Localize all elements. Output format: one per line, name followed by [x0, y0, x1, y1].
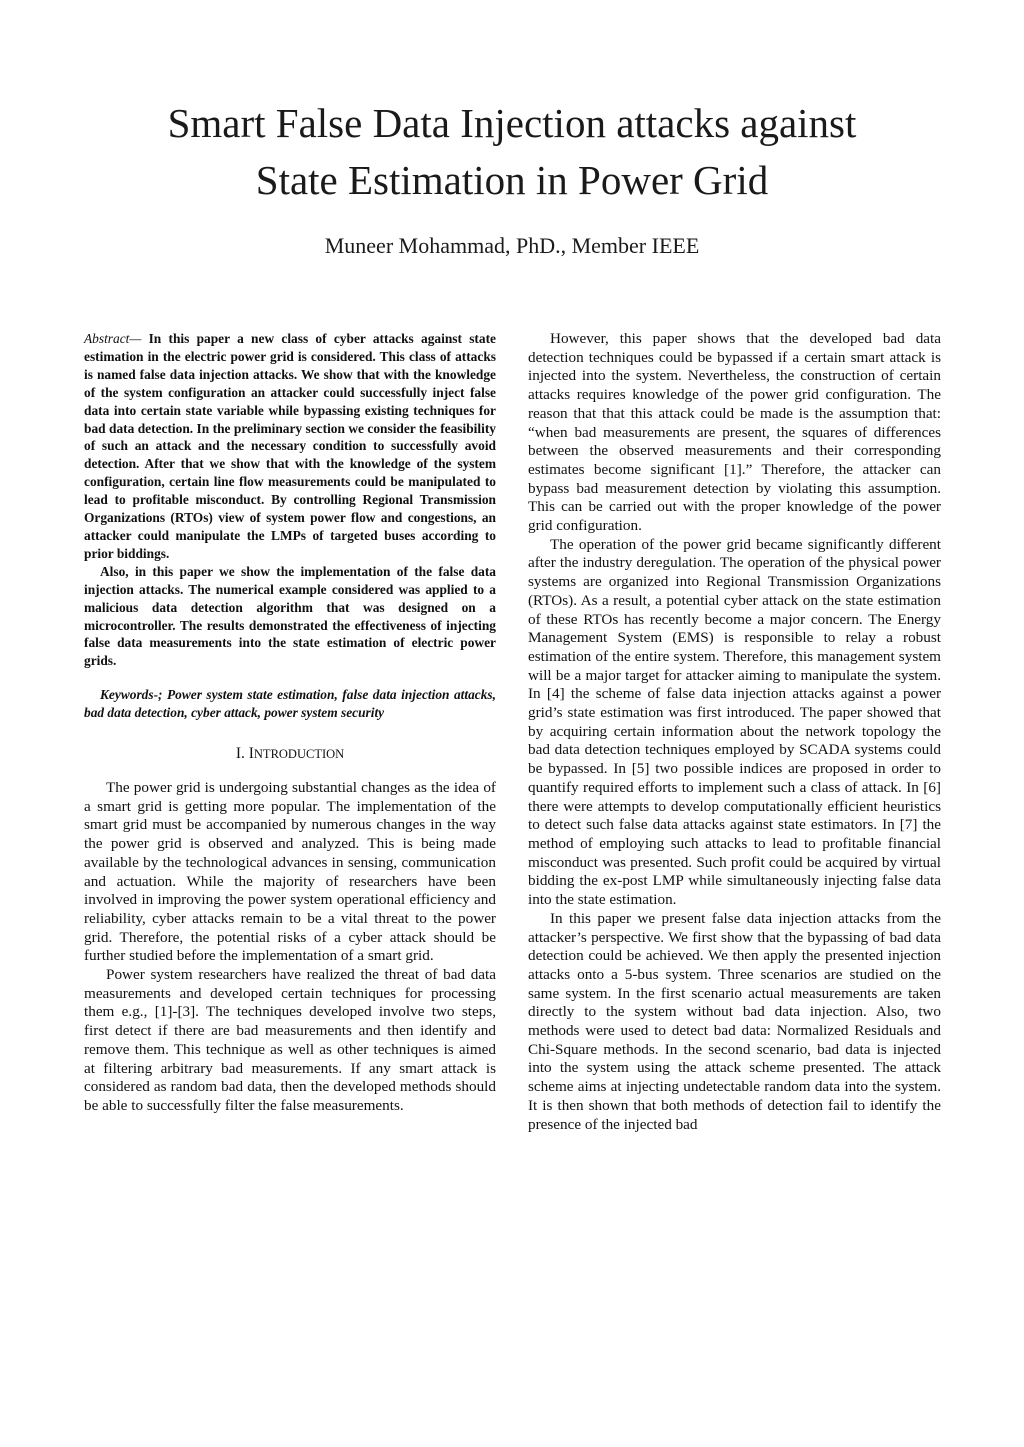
abstract: [84, 330, 496, 563]
title-line-1: Smart False Data Injection attacks against: [167, 100, 857, 146]
right-column: [528, 330, 941, 1134]
intro-paragraph-1: The power grid is undergoing substantial changes as the idea of a smart grid is getting more popular. The implementation of the smart grid must be accompanied by numerous changes in the way the power grid is observed and analyzed. This is being made available by the technological advances in sensing, communication and actuation. While the majority of researchers have been involved in improving the power system operational efficiency and reliability, cyber attacks remain to be a vital threat to the power grid. Therefore, the potential risks of a cyber attack should be further studied before the implementation of a smart grid.: [84, 779, 496, 965]
right-paragraph-2: The operation of the power grid became significantly different after the industry deregulation. The operation of the physical power systems are organized into Regional Transmission Organizations (RTOs). As a result, a potential cyber attack on the state estimation of these RTOs has recently become a major concern. The Energy Management System (EMS) is responsible to relay a robust estimation of the entire system. Therefore, this management system will be a major target for attacker aiming to manipulate the system. In [4] the scheme of false data injection attacks against a power grid’s state estimation was first introduced. The paper showed that by acquiring certain information about the network topology the bad data detection techniques employed by SCADA systems could be bypassed. In [5] two possible indices are proposed in order to quantify required efforts to implement such a class of attack. In [6] there were attempts to develop computationally efficient heuristics to detect such false data attacks against state estimators. In [7] the method of employing such attacks to lead to profitable financial misconduct was presented. Such profit could be acquired by virtual bidding the ex-post LMP while simultaneously injecting false data into the state estimation.: [528, 535, 941, 909]
section-title-rest: NTRODUCTION: [253, 747, 345, 762]
abstract-paragraph-2: Also, in this paper we show the implementation of the false data injection attacks. The numerical example considered was applied to a malicious data detection algorithm that was designed on a microcontroller. The results demonstrated the effectiveness of injecting false data measurements into the state estimation of electric power grids.: [84, 563, 496, 669]
right-paragraph-3: In this paper we present false data injection attacks from the attacker’s perspective. We first show that the bypassing of bad data detection could be achieved. We then apply the presented injection attacks onto a 5-bus system. Three scenarios are studied on the same system. In the first scenario actual measurements are taken directly to the system without bad data injection. Also, two methods were used to detect bad data: Normalized Residuals and Chi-Square methods. In the second scenario, bad data is injected into the system using the attack scheme presented. The attack scheme aims at injecting undetectable random data into the system. It is then shown that both methods of detection fail to identify the presence of the injected bad: [528, 909, 941, 1133]
author-line: Muneer Mohammad, PhD., Member IEEE: [324, 233, 700, 258]
paper-title: [60, 95, 964, 209]
section-number: I.: [235, 745, 249, 763]
abstract-text: In this paper a new class of cyber attacks against state estimation in the electric power grid is considered. This class of attacks is named false data injection attacks. We show that with the knowledge of the system configuration an attacker could successfully inject false data into certain state variable while bypassing existing techniques for bad data detection. In the preliminary section we consider the feasibility of such an attack and the necessary condition to successfully avoid detection. After that we show that with the knowledge of the system configuration, certain line flow measurements could be manipulated to lead to profitable misconduct. By controlling Regional Transmission Organizations (RTOs) view of system power flow and congestions, an attacker could manipulate the LMPs of targeted buses according to prior biddings.: [84, 331, 496, 561]
title-line-2: State Estimation in Power Grid: [255, 157, 769, 203]
right-paragraph-1: However, this paper shows that the developed bad data detection techniques could be bypassed if a certain smart attack is injected into the system. Nevertheless, the construction of certain attacks requires knowledge of the power grid configuration. The reason that that this attack could be made is the assumption that: “when bad measurements are present, the squares of differences between the observed measurements and their corresponding estimates become significant [1].” Therefore, the attacker can bypass bad measurement detection by violating this assumption. This can be carried out with the proper knowledge of the power grid configuration.: [528, 330, 941, 535]
intro-paragraph-2: Power system researchers have realized the threat of bad data measurements and developed certain techniques for processing them e.g., [1]-[3]. The techniques developed involve two steps, first detect if there are bad measurements and then identify and remove them. This technique as well as other techniques is aimed at filtering arbitrary bad measurements. If any smart attack is considered as random bad data, then the developed methods should be able to successfully filter the false measurements.: [84, 966, 496, 1114]
left-column: [84, 330, 496, 1116]
section-initial: I: [248, 745, 254, 763]
section-heading-introduction: [84, 744, 496, 764]
keywords: Keywords-; Power system state estimation, false data injection attacks, bad data detection, cyber attack, power system security: [84, 687, 496, 721]
abstract-label: Abstract—: [84, 331, 142, 346]
